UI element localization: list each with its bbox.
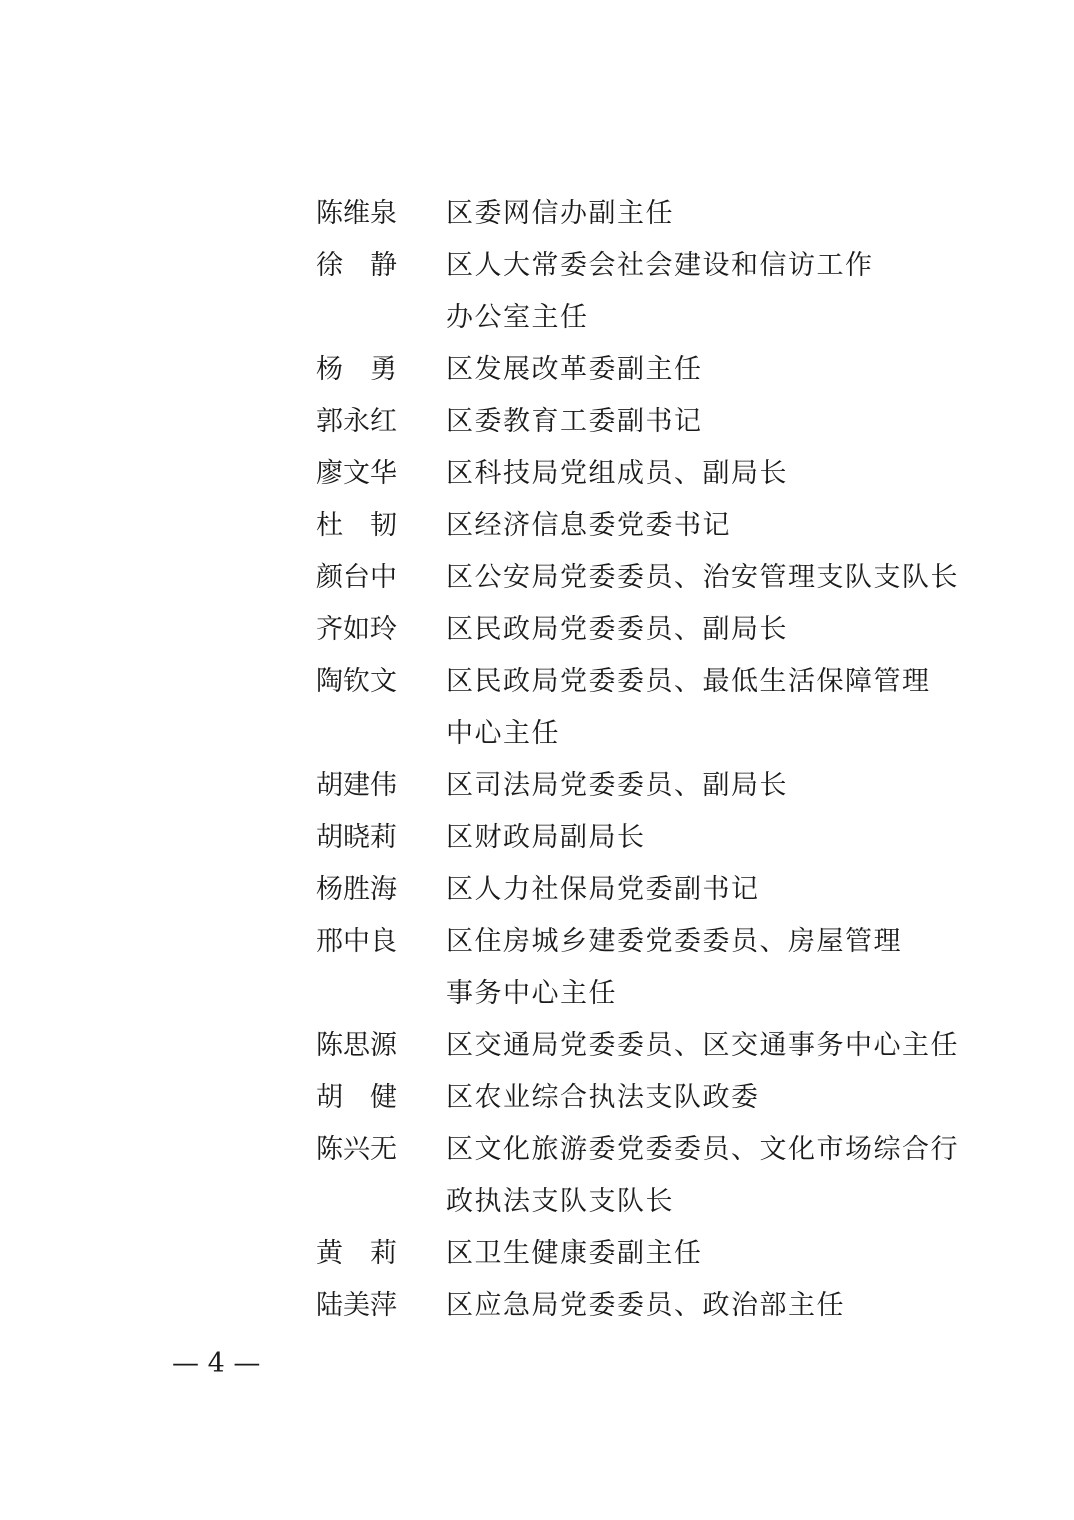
position-title-line: 区经济信息委党委书记	[446, 510, 731, 541]
personnel-entry	[316, 500, 956, 552]
position-title-line: 区农业综合执法支队政委	[446, 1082, 760, 1113]
person-name: 胡晓莉	[316, 822, 397, 853]
position-title-line: 中心主任	[446, 718, 560, 749]
position-title-line: 区发展改革委副主任	[446, 354, 703, 385]
position-title	[446, 1072, 956, 1124]
personnel-entry	[316, 656, 956, 760]
personnel-entry	[316, 760, 956, 812]
position-title-line: 区公安局党委委员、治安管理支队支队长	[446, 562, 959, 593]
person-name: 陈维泉	[316, 198, 397, 229]
personnel-entry	[316, 916, 956, 1020]
position-title-line: 区民政局党委委员、副局长	[446, 614, 788, 645]
position-title-line: 政执法支队支队长	[446, 1186, 674, 1217]
position-title	[446, 344, 956, 396]
position-title	[446, 240, 956, 344]
position-title	[446, 552, 959, 604]
personnel-entry	[316, 552, 959, 604]
person-name: 陈思源	[316, 1030, 397, 1061]
personnel-entry	[316, 396, 956, 448]
position-title	[446, 916, 956, 1020]
person-name: 齐如玲	[316, 614, 397, 645]
position-title-line: 事务中心主任	[446, 978, 617, 1009]
personnel-entry	[316, 812, 956, 864]
personnel-entry	[316, 1124, 959, 1228]
person-name: 陆美萍	[316, 1290, 397, 1321]
position-title	[446, 1280, 956, 1332]
position-title	[446, 1124, 959, 1228]
position-title	[446, 396, 956, 448]
position-title-line: 区卫生健康委副主任	[446, 1238, 703, 1269]
position-title-line: 区民政局党委委员、最低生活保障管理	[446, 666, 931, 697]
person-name: 邢中良	[316, 926, 397, 957]
person-name: 黄 莉	[316, 1238, 397, 1269]
person-name: 陶钦文	[316, 666, 397, 697]
position-title	[446, 448, 956, 500]
person-name: 杨 勇	[316, 354, 397, 385]
person-name: 杨胜海	[316, 874, 397, 905]
person-name: 廖文华	[316, 458, 397, 489]
position-title-line: 区委教育工委副书记	[446, 406, 703, 437]
person-name: 陈兴无	[316, 1134, 397, 1165]
position-title	[446, 604, 956, 656]
position-title-line: 区司法局党委委员、副局长	[446, 770, 788, 801]
position-title	[446, 812, 956, 864]
person-name: 杜 韧	[316, 510, 397, 541]
position-title-line: 区人大常委会社会建设和信访工作	[446, 250, 874, 281]
person-name: 胡建伟	[316, 770, 397, 801]
personnel-entry	[316, 448, 956, 500]
position-title-line: 区应急局党委委员、政治部主任	[446, 1290, 845, 1321]
position-title-line: 区住房城乡建委党委委员、房屋管理	[446, 926, 902, 957]
person-name: 胡 健	[316, 1082, 397, 1113]
personnel-entry	[316, 1280, 956, 1332]
person-name: 郭永红	[316, 406, 397, 437]
personnel-entry	[316, 604, 956, 656]
personnel-entry	[316, 1228, 956, 1280]
position-title	[446, 864, 956, 916]
position-title-line: 区人力社保局党委副书记	[446, 874, 760, 905]
position-title-line: 区文化旅游委党委委员、文化市场综合行	[446, 1134, 959, 1165]
page-number: — 4 —	[172, 1348, 261, 1379]
position-title	[446, 760, 956, 812]
position-title-line: 区财政局副局长	[446, 822, 646, 853]
position-title	[446, 500, 956, 552]
personnel-list	[316, 188, 959, 1332]
personnel-entry	[316, 864, 956, 916]
position-title	[446, 656, 956, 760]
position-title-line: 办公室主任	[446, 302, 589, 333]
position-title-line: 区交通局党委委员、区交通事务中心主任	[446, 1030, 959, 1061]
person-name: 徐 静	[316, 250, 397, 281]
position-title	[446, 188, 956, 240]
person-name: 颜台中	[316, 562, 397, 593]
position-title-line: 区委网信办副主任	[446, 198, 674, 229]
personnel-entry	[316, 240, 956, 344]
personnel-entry	[316, 1020, 959, 1072]
personnel-entry	[316, 344, 956, 396]
position-title-line: 区科技局党组成员、副局长	[446, 458, 788, 489]
personnel-entry	[316, 188, 956, 240]
personnel-entry	[316, 1072, 956, 1124]
position-title	[446, 1228, 956, 1280]
position-title	[446, 1020, 959, 1072]
